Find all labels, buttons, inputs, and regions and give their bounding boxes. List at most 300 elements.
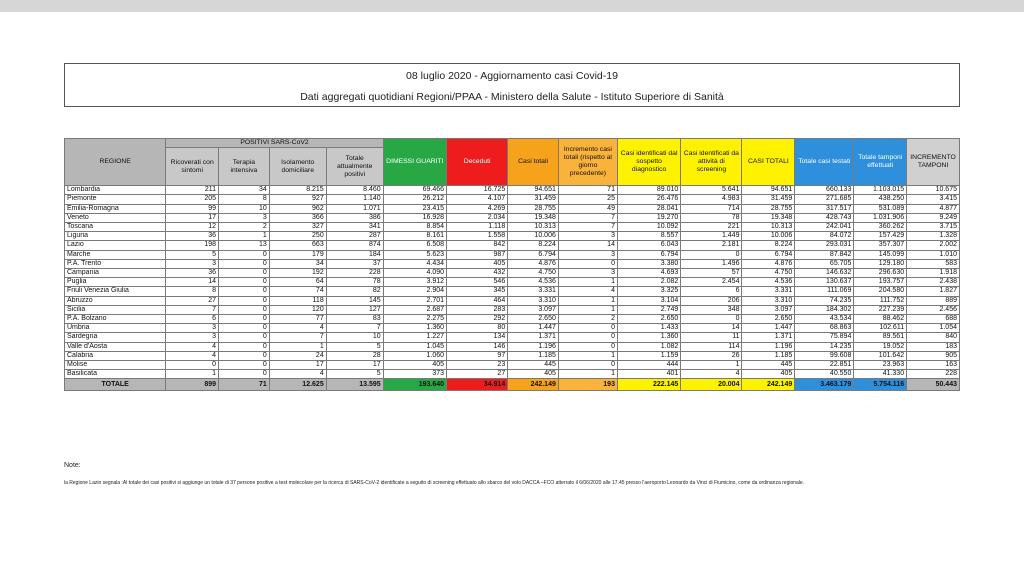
value-cell: 8.224: [508, 241, 559, 250]
region-name-cell: Veneto: [65, 213, 166, 222]
value-cell: 4: [166, 342, 219, 351]
value-cell: 0: [219, 324, 270, 333]
value-cell: 89.010: [617, 186, 680, 195]
value-cell: 10.313: [508, 223, 559, 232]
value-cell: 840: [907, 333, 960, 342]
value-cell: 74: [269, 287, 326, 296]
value-cell: 360.262: [854, 223, 907, 232]
value-cell: 8.161: [383, 232, 446, 241]
value-cell: 4.877: [907, 204, 960, 213]
value-cell: 1: [558, 296, 617, 305]
value-cell: 0: [219, 315, 270, 324]
region-name-cell: Piemonte: [65, 195, 166, 204]
value-cell: 546: [447, 278, 508, 287]
value-cell: 287: [326, 232, 383, 241]
value-cell: 250: [269, 232, 326, 241]
value-cell: 4: [558, 287, 617, 296]
value-cell: 14: [166, 278, 219, 287]
value-cell: 405: [383, 361, 446, 370]
value-cell: 97: [447, 351, 508, 360]
value-cell: 227.239: [854, 305, 907, 314]
table-row: [65, 250, 960, 259]
table-row: [65, 296, 960, 305]
value-cell: 71: [558, 186, 617, 195]
value-cell: 5: [326, 370, 383, 379]
value-cell: 8.854: [383, 223, 446, 232]
col-header-sospetto-diagnostico: Casi identificati dal sospetto diagnostico: [617, 139, 680, 186]
value-cell: 211: [166, 186, 219, 195]
region-name-cell: P.A. Trento: [65, 259, 166, 268]
value-cell: 962: [269, 204, 326, 213]
value-cell: 14: [681, 324, 742, 333]
value-cell: 10.092: [617, 223, 680, 232]
value-cell: 1: [558, 278, 617, 287]
value-cell: 1.371: [508, 333, 559, 342]
table-row: [65, 204, 960, 213]
value-cell: 531.089: [854, 204, 907, 213]
value-cell: 3.331: [742, 287, 795, 296]
total-value-cell: 242.149: [508, 379, 559, 391]
value-cell: 41.330: [854, 370, 907, 379]
value-cell: 19.270: [617, 213, 680, 222]
value-cell: 0: [219, 342, 270, 351]
value-cell: 36: [166, 269, 219, 278]
table-row: [65, 305, 960, 314]
total-value-cell: 5.754.116: [854, 379, 907, 391]
value-cell: 366: [269, 213, 326, 222]
value-cell: 1: [558, 351, 617, 360]
value-cell: 11: [681, 333, 742, 342]
value-cell: 6: [681, 287, 742, 296]
col-header-dimessi-guariti: DIMESSI GUARITI: [383, 139, 446, 186]
table-row: [65, 324, 960, 333]
value-cell: 8.557: [617, 232, 680, 241]
value-cell: 0: [219, 351, 270, 360]
value-cell: 2.275: [383, 315, 446, 324]
value-cell: 69.466: [383, 186, 446, 195]
value-cell: 7: [166, 305, 219, 314]
value-cell: 1.449: [681, 232, 742, 241]
value-cell: 1.103.015: [854, 186, 907, 195]
value-cell: 2: [558, 315, 617, 324]
value-cell: 26.212: [383, 195, 446, 204]
value-cell: 4.536: [742, 278, 795, 287]
value-cell: 0: [219, 370, 270, 379]
value-cell: 26: [681, 351, 742, 360]
value-cell: 23.415: [383, 204, 446, 213]
value-cell: 101.642: [854, 351, 907, 360]
value-cell: 405: [508, 370, 559, 379]
table-row: [65, 351, 960, 360]
value-cell: 1.496: [681, 259, 742, 268]
value-cell: 0: [219, 269, 270, 278]
region-name-cell: Abruzzo: [65, 296, 166, 305]
region-name-cell: Marche: [65, 250, 166, 259]
value-cell: 129.180: [854, 259, 907, 268]
group-header-positivi: POSITIVI SARS-CoV2: [166, 139, 383, 148]
value-cell: 16.928: [383, 213, 446, 222]
value-cell: 0: [219, 333, 270, 342]
value-cell: 134: [447, 333, 508, 342]
value-cell: 3.415: [907, 195, 960, 204]
value-cell: 1.140: [326, 195, 383, 204]
col-header-screening: Casi identificati da attività di screening: [681, 139, 742, 186]
value-cell: 228: [907, 370, 960, 379]
value-cell: 445: [742, 361, 795, 370]
value-cell: 8: [166, 287, 219, 296]
value-cell: 3: [558, 232, 617, 241]
region-name-cell: Sicilia: [65, 305, 166, 314]
value-cell: 10.313: [742, 223, 795, 232]
table-row: [65, 232, 960, 241]
value-cell: 4.434: [383, 259, 446, 268]
value-cell: 438.250: [854, 195, 907, 204]
value-cell: 1: [219, 232, 270, 241]
value-cell: 0: [558, 342, 617, 351]
value-cell: 842: [447, 241, 508, 250]
value-cell: 77: [269, 315, 326, 324]
value-cell: 8.224: [742, 241, 795, 250]
value-cell: 0: [681, 315, 742, 324]
value-cell: 317.517: [795, 204, 854, 213]
table-row: [65, 342, 960, 351]
value-cell: 8: [219, 195, 270, 204]
value-cell: 2.438: [907, 278, 960, 287]
value-cell: 1: [269, 342, 326, 351]
value-cell: 88.462: [854, 315, 907, 324]
table-row: [65, 195, 960, 204]
value-cell: 184: [326, 250, 383, 259]
total-value-cell: 12.625: [269, 379, 326, 391]
region-name-cell: Puglia: [65, 278, 166, 287]
value-cell: 19.052: [854, 342, 907, 351]
region-name-cell: Lazio: [65, 241, 166, 250]
col-header-isolamento: Isolamento domiciliare: [269, 148, 326, 186]
value-cell: 2.650: [617, 315, 680, 324]
value-cell: 1.328: [907, 232, 960, 241]
value-cell: 127: [326, 305, 383, 314]
table-row: [65, 241, 960, 250]
total-value-cell: 13.595: [326, 379, 383, 391]
value-cell: 0: [219, 296, 270, 305]
value-cell: 1.185: [508, 351, 559, 360]
value-cell: 3.097: [508, 305, 559, 314]
region-name-cell: Valle d'Aosta: [65, 342, 166, 351]
value-cell: 1.447: [742, 324, 795, 333]
value-cell: 2.454: [681, 278, 742, 287]
value-cell: 31.459: [508, 195, 559, 204]
value-cell: 6.794: [617, 250, 680, 259]
covid-table: [64, 138, 960, 391]
notes-text: la Regione Lazio segnala :Al totale dei casi positivi si aggiunge un totale di 37 persone positive a test molecolare per la ricerca di SARS-CoV-2 identificate a seguito di screening effettuato allo sbarco del volo DACCA –FCO atterrato il 6/06/2020 alle 17.45 presso l'aeroporto Leonardo da Vinci di Fiumicino, come da ordinanza regionale.: [64, 480, 805, 486]
value-cell: 4.876: [742, 259, 795, 268]
value-cell: 7: [269, 333, 326, 342]
table-row: [65, 223, 960, 232]
value-cell: 2.082: [617, 278, 680, 287]
value-cell: 57: [681, 269, 742, 278]
total-value-cell: 193: [558, 379, 617, 391]
value-cell: 1.433: [617, 324, 680, 333]
region-name-cell: Toscana: [65, 223, 166, 232]
region-name-cell: P.A. Bolzano: [65, 315, 166, 324]
value-cell: 5.641: [681, 186, 742, 195]
value-cell: 445: [508, 361, 559, 370]
value-cell: 5: [166, 250, 219, 259]
value-cell: 19.348: [742, 213, 795, 222]
value-cell: 12: [166, 223, 219, 232]
value-cell: 3: [558, 269, 617, 278]
value-cell: 4: [269, 324, 326, 333]
value-cell: 341: [326, 223, 383, 232]
value-cell: 5: [326, 342, 383, 351]
value-cell: 14.235: [795, 342, 854, 351]
value-cell: 4.750: [742, 269, 795, 278]
value-cell: 78: [326, 278, 383, 287]
value-cell: 3: [558, 250, 617, 259]
value-cell: 2.650: [508, 315, 559, 324]
value-cell: 192: [269, 269, 326, 278]
value-cell: 3: [166, 324, 219, 333]
value-cell: 293.031: [795, 241, 854, 250]
value-cell: 905: [907, 351, 960, 360]
table-row: [65, 315, 960, 324]
region-name-cell: Sardegna: [65, 333, 166, 342]
value-cell: 927: [269, 195, 326, 204]
value-cell: 23: [447, 361, 508, 370]
value-cell: 6.508: [383, 241, 446, 250]
col-header-casi-totali: Casi totali: [508, 139, 559, 186]
table-row: [65, 370, 960, 379]
value-cell: 432: [447, 269, 508, 278]
table-row: [65, 269, 960, 278]
region-name-cell: Molise: [65, 361, 166, 370]
value-cell: 4.983: [681, 195, 742, 204]
value-cell: 205: [166, 195, 219, 204]
value-cell: 3.715: [907, 223, 960, 232]
value-cell: 221: [681, 223, 742, 232]
total-value-cell: 242.149: [742, 379, 795, 391]
value-cell: 49: [558, 204, 617, 213]
value-cell: 10.006: [508, 232, 559, 241]
value-cell: 2.034: [447, 213, 508, 222]
region-name-cell: Lombardia: [65, 186, 166, 195]
value-cell: 1: [558, 370, 617, 379]
value-cell: 4: [166, 351, 219, 360]
value-cell: 271.685: [795, 195, 854, 204]
col-header-totale-positivi: Totale attualmente positivi: [326, 148, 383, 186]
value-cell: 23.963: [854, 361, 907, 370]
col-header-terapia-intensiva: Terapia intensiva: [219, 148, 270, 186]
value-cell: 714: [681, 204, 742, 213]
value-cell: 27: [166, 296, 219, 305]
value-cell: 1.360: [383, 324, 446, 333]
col-header-incremento-tamponi: INCREMENTO TAMPONI: [907, 139, 960, 186]
value-cell: 24: [269, 351, 326, 360]
region-name-cell: Basilicata: [65, 370, 166, 379]
value-cell: 31.459: [742, 195, 795, 204]
region-name-cell: Friuli Venezia Giulia: [65, 287, 166, 296]
col-header-ricoverati: Ricoverati con sintomi: [166, 148, 219, 186]
value-cell: 6.794: [508, 250, 559, 259]
value-cell: 0: [219, 361, 270, 370]
value-cell: 78: [681, 213, 742, 222]
value-cell: 327: [269, 223, 326, 232]
value-cell: 2.181: [681, 241, 742, 250]
value-cell: 4.750: [508, 269, 559, 278]
value-cell: 1.447: [508, 324, 559, 333]
total-value-cell: 193.640: [383, 379, 446, 391]
value-cell: 1: [681, 361, 742, 370]
value-cell: 183: [907, 342, 960, 351]
value-cell: 0: [219, 287, 270, 296]
value-cell: 6.043: [617, 241, 680, 250]
value-cell: 405: [447, 259, 508, 268]
value-cell: 3.310: [508, 296, 559, 305]
value-cell: 889: [907, 296, 960, 305]
table-row: [65, 259, 960, 268]
value-cell: 198: [166, 241, 219, 250]
value-cell: 444: [617, 361, 680, 370]
value-cell: 1.159: [617, 351, 680, 360]
value-cell: 87.842: [795, 250, 854, 259]
value-cell: 2.749: [617, 305, 680, 314]
value-cell: 2.002: [907, 241, 960, 250]
value-cell: 120: [269, 305, 326, 314]
total-value-cell: 899: [166, 379, 219, 391]
value-cell: 146: [447, 342, 508, 351]
value-cell: 0: [219, 278, 270, 287]
value-cell: 157.429: [854, 232, 907, 241]
value-cell: 357.307: [854, 241, 907, 250]
value-cell: 663: [269, 241, 326, 250]
value-cell: 386: [326, 213, 383, 222]
value-cell: 26.476: [617, 195, 680, 204]
region-name-cell: Calabria: [65, 351, 166, 360]
value-cell: 874: [326, 241, 383, 250]
value-cell: 283: [447, 305, 508, 314]
value-cell: 1.045: [383, 342, 446, 351]
value-cell: 1.031.906: [854, 213, 907, 222]
value-cell: 4.876: [508, 259, 559, 268]
value-cell: 1.071: [326, 204, 383, 213]
value-cell: 28.755: [508, 204, 559, 213]
value-cell: 3.097: [742, 305, 795, 314]
value-cell: 36: [166, 232, 219, 241]
value-cell: 118: [269, 296, 326, 305]
value-cell: 17: [166, 213, 219, 222]
value-cell: 27: [447, 370, 508, 379]
top-bar: [0, 0, 1024, 12]
total-label-cell: TOTALE: [65, 379, 166, 391]
value-cell: 4.536: [508, 278, 559, 287]
value-cell: 987: [447, 250, 508, 259]
value-cell: 1.118: [447, 223, 508, 232]
value-cell: 428.743: [795, 213, 854, 222]
value-cell: 583: [907, 259, 960, 268]
value-cell: 3.104: [617, 296, 680, 305]
value-cell: 1.082: [617, 342, 680, 351]
value-cell: 1.196: [742, 342, 795, 351]
region-name-cell: Emilia-Romagna: [65, 204, 166, 213]
value-cell: 660.133: [795, 186, 854, 195]
value-cell: 10.675: [907, 186, 960, 195]
table-row: [65, 213, 960, 222]
value-cell: 3: [166, 333, 219, 342]
table-row: [65, 278, 960, 287]
value-cell: 111.752: [854, 296, 907, 305]
value-cell: 43.534: [795, 315, 854, 324]
value-cell: 16.725: [447, 186, 508, 195]
table-row: [65, 361, 960, 370]
value-cell: 17: [326, 361, 383, 370]
value-cell: 6.794: [742, 250, 795, 259]
value-cell: 2.456: [907, 305, 960, 314]
table-row: [65, 186, 960, 195]
value-cell: 2.701: [383, 296, 446, 305]
value-cell: 0: [558, 324, 617, 333]
value-cell: 3.380: [617, 259, 680, 268]
value-cell: 1.010: [907, 250, 960, 259]
value-cell: 40.550: [795, 370, 854, 379]
value-cell: 94.651: [742, 186, 795, 195]
value-cell: 348: [681, 305, 742, 314]
col-header-incremento-casi: Incremento casi totali (rispetto al giorno precedente): [558, 139, 617, 186]
value-cell: 1.185: [742, 351, 795, 360]
value-cell: 4: [681, 370, 742, 379]
value-cell: 0: [558, 259, 617, 268]
value-cell: 37: [326, 259, 383, 268]
value-cell: 464: [447, 296, 508, 305]
value-cell: 28.041: [617, 204, 680, 213]
value-cell: 242.041: [795, 223, 854, 232]
value-cell: 99: [166, 204, 219, 213]
value-cell: 19.348: [508, 213, 559, 222]
value-cell: 3.325: [617, 287, 680, 296]
col-header-casi-totali-upper: CASI TOTALI: [742, 139, 795, 186]
value-cell: 89.561: [854, 333, 907, 342]
value-cell: 1: [166, 370, 219, 379]
col-header-deceduti: Deceduti: [447, 139, 508, 186]
page-subtitle: Dati aggregati quotidiani Regioni/PPAA - Ministero della Salute - Istituto Superiore di Sanità: [300, 91, 724, 103]
value-cell: 179: [269, 250, 326, 259]
value-cell: 163: [907, 361, 960, 370]
value-cell: 4.090: [383, 269, 446, 278]
value-cell: 13: [219, 241, 270, 250]
col-header-casi-testati: Totale casi testati: [795, 139, 854, 186]
value-cell: 0: [219, 259, 270, 268]
value-cell: 7: [558, 223, 617, 232]
value-cell: 2: [219, 223, 270, 232]
value-cell: 7: [326, 324, 383, 333]
value-cell: 130.637: [795, 278, 854, 287]
region-name-cell: Liguria: [65, 232, 166, 241]
value-cell: 1.360: [617, 333, 680, 342]
value-cell: 204.580: [854, 287, 907, 296]
value-cell: 10: [219, 204, 270, 213]
value-cell: 146.632: [795, 269, 854, 278]
table-row: [65, 333, 960, 342]
region-name-cell: Umbria: [65, 324, 166, 333]
value-cell: 3.310: [742, 296, 795, 305]
value-cell: 296.630: [854, 269, 907, 278]
value-cell: 373: [383, 370, 446, 379]
value-cell: 9.249: [907, 213, 960, 222]
value-cell: 2.650: [742, 315, 795, 324]
value-cell: 405: [742, 370, 795, 379]
value-cell: 0: [219, 305, 270, 314]
value-cell: 2.904: [383, 287, 446, 296]
total-value-cell: 71: [219, 379, 270, 391]
